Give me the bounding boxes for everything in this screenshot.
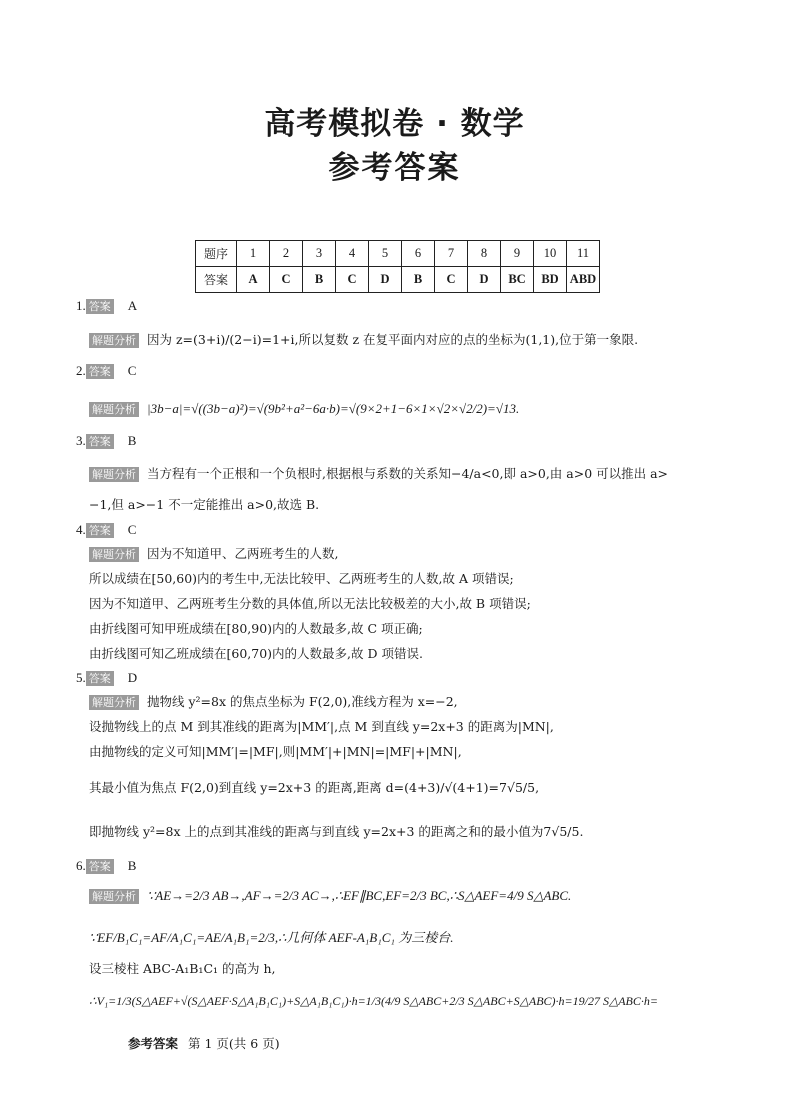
table-number: 11 [567, 241, 600, 267]
table-answer: C [435, 267, 468, 293]
q1-analysis-line [89, 331, 638, 349]
q5-number: 5. [76, 670, 86, 685]
q5-answer-line [76, 669, 137, 687]
table-head-label: 题序 [196, 241, 237, 267]
answer-tag: 答案 [86, 671, 114, 686]
table-number: 7 [435, 241, 468, 267]
q5-answer: D [127, 670, 138, 685]
q5-analysis-line-5: 即抛物线 y²=8x 上的点到其准线的距离与到直线 y=2x+3 的距离之和的最小值为7√5/5. [89, 824, 584, 839]
table-number: 8 [468, 241, 501, 267]
answer-tag: 答案 [86, 364, 114, 379]
table-answer-label: 答案 [196, 267, 237, 293]
q2-answer: C [127, 363, 137, 378]
table-number: 2 [270, 241, 303, 267]
q1-analysis-text: 因为 z=(3+i)/(2−i)=1+i,所以复数 z 在复平面内对应的点的坐标为(1,1),位于第一象限. [147, 332, 639, 347]
table-answer: C [336, 267, 369, 293]
q6-number: 6. [76, 858, 86, 873]
answer-tag: 答案 [86, 434, 114, 449]
answer-table-number-row [196, 241, 600, 267]
table-answer: D [468, 267, 501, 293]
q3-answer: B [127, 433, 137, 448]
q4-analysis-line [89, 545, 338, 563]
table-number: 6 [402, 241, 435, 267]
page-footer [128, 1034, 280, 1052]
analysis-tag: 解题分析 [89, 695, 139, 710]
table-answer: BD [534, 267, 567, 293]
table-answer: BC [501, 267, 534, 293]
table-answer: C [270, 267, 303, 293]
table-answer: B [402, 267, 435, 293]
analysis-tag: 解题分析 [89, 402, 139, 417]
q1-answer-line [76, 297, 137, 315]
q3-analysis-line [89, 465, 668, 483]
q4-analysis-line-4: 由折线图可知甲班成绩在[80,90)内的人数最多,故 C 项正确; [89, 621, 423, 636]
q4-analysis-line-2: 所以成绩在[50,60)内的考生中,无法比较甲、乙两班考生的人数,故 A 项错误; [89, 571, 514, 586]
q5-analysis-line [89, 693, 458, 711]
page-subtitle: 参考答案 [328, 150, 461, 186]
q3-answer-line [76, 432, 136, 450]
q4-answer-line [76, 521, 136, 539]
analysis-tag: 解题分析 [89, 547, 139, 562]
page-title: 高考模拟卷 · 数学 [264, 106, 525, 142]
q2-analysis-text: |3b−a|=√((3b−a)²)=√(9b²+a²−6a·b)=√(9×2+1−6×1×√2×√2/2)=√13. [147, 401, 520, 416]
table-number: 3 [303, 241, 336, 267]
q3-analysis-line-2: −1,但 a>−1 不一定能推出 a>0,故选 B. [89, 497, 320, 512]
q6-answer-line [76, 857, 136, 875]
footer-label: 参考答案 [128, 1036, 179, 1051]
table-number: 9 [501, 241, 534, 267]
q3-number: 3. [76, 433, 86, 448]
table-number: 4 [336, 241, 369, 267]
q5-analysis-line-2: 设抛物线上的点 M 到其准线的距离为|MM′|,点 M 到直线 y=2x+3 的距离为|MN|, [89, 719, 554, 734]
answer-table [195, 240, 600, 293]
analysis-tag: 解题分析 [89, 467, 139, 482]
q5-analysis-line-3: 由抛物线的定义可知|MM′|=|MF|,则|MM′|+|MN|=|MF|+|MN|, [89, 744, 462, 759]
q5-analysis-text-1: 抛物线 y²=8x 的焦点坐标为 F(2,0),准线方程为 x=−2, [147, 694, 458, 709]
q2-analysis-line [89, 400, 519, 418]
table-answer: D [369, 267, 402, 293]
q6-analysis-text-1: ∵AE→=2/3 AB→,AF→=2/3 AC→,∴EF∥BC,EF=2/3 BC,∴S△AEF=4/9 S△ABC. [147, 888, 572, 903]
answer-tag: 答案 [86, 299, 114, 314]
q4-analysis-line-5: 由折线图可知乙班成绩在[60,70)内的人数最多,故 D 项错误. [89, 646, 423, 661]
q1-number: 1. [76, 298, 86, 313]
q6-analysis-line-4: ∴V₁=1/3(S△AEF+√(S△AEF·S△A₁B₁C₁)+S△A₁B₁C₁)·h=1/3(4/9 S△ABC+2/3 S△ABC+S△ABC)·h=19/27 S△ABC·h= [89, 994, 658, 1008]
table-answer: A [237, 267, 270, 293]
q2-number: 2. [76, 363, 86, 378]
table-number: 5 [369, 241, 402, 267]
analysis-tag: 解题分析 [89, 333, 139, 348]
footer-page: 第 1 页(共 6 页) [188, 1036, 280, 1051]
answer-tag: 答案 [86, 523, 114, 538]
q2-answer-line [76, 362, 136, 380]
table-number: 10 [534, 241, 567, 267]
q6-analysis-line-3: 设三棱柱 ABC-A₁B₁C₁ 的高为 h, [89, 961, 276, 976]
q3-analysis-text-1: 当方程有一个正根和一个负根时,根据根与系数的关系知−4/a<0,即 a>0,由 a>0 可以推出 a> [147, 466, 669, 481]
table-number: 1 [237, 241, 270, 267]
answer-tag: 答案 [86, 859, 114, 874]
q6-answer: B [127, 858, 137, 873]
analysis-tag: 解题分析 [89, 889, 139, 904]
q4-answer: C [127, 522, 137, 537]
q4-analysis-text-1: 因为不知道甲、乙两班考生的人数, [147, 546, 339, 561]
answer-table-answer-row [196, 267, 600, 293]
q1-answer: A [127, 298, 138, 313]
q6-analysis-line-2: ∵EF/B₁C₁=AF/A₁C₁=AE/A₁B₁=2/3,∴几何体 AEF-A₁B₁C₁ 为三棱台. [89, 930, 454, 945]
q5-analysis-line-4: 其最小值为焦点 F(2,0)到直线 y=2x+3 的距离,距离 d=(4+3)/√(4+1)=7√5/5, [89, 780, 540, 795]
q6-analysis-line [89, 887, 571, 905]
table-answer: ABD [567, 267, 600, 293]
q4-number: 4. [76, 522, 86, 537]
q4-analysis-line-3: 因为不知道甲、乙两班考生分数的具体值,所以无法比较极差的大小,故 B 项错误; [89, 596, 531, 611]
table-answer: B [303, 267, 336, 293]
